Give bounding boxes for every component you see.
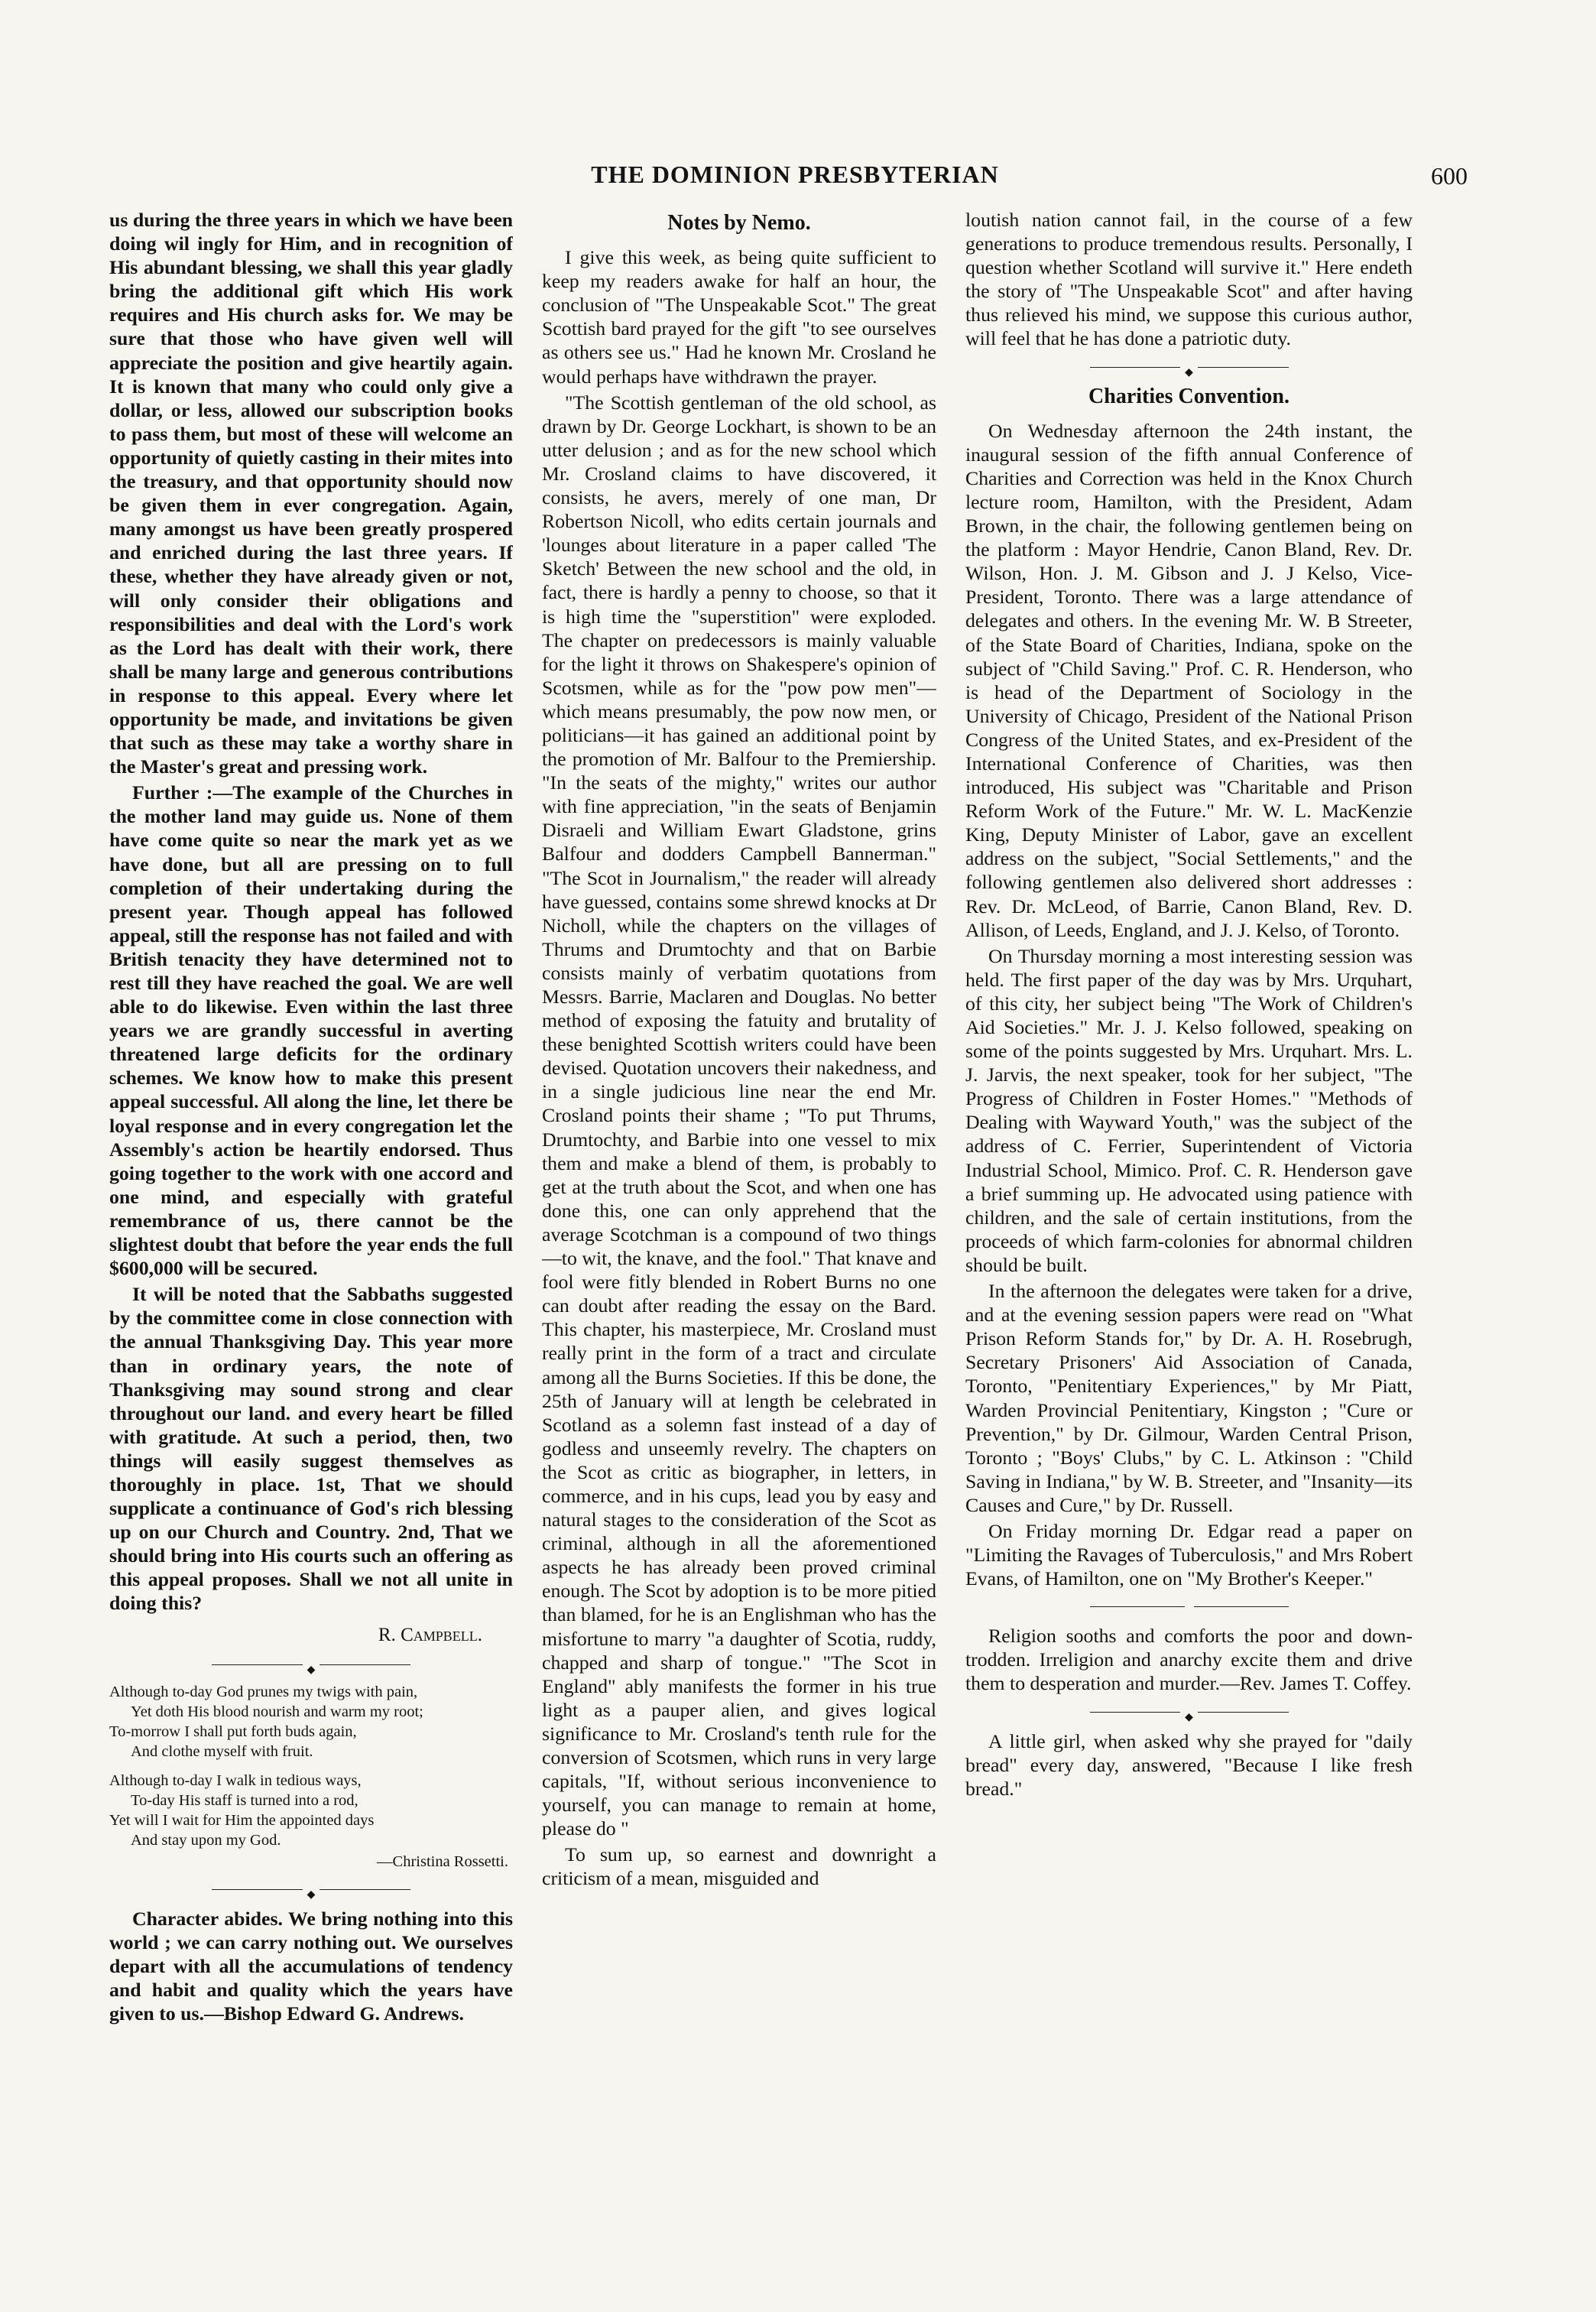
signature: R. Campbell. bbox=[378, 1624, 482, 1645]
poem-line: Yet will I wait for Him the appointed days bbox=[109, 1811, 375, 1829]
poem-line: And clothe myself with fruit. bbox=[131, 1742, 313, 1760]
page-header bbox=[115, 161, 1475, 199]
poem-line: Yet doth His blood nourish and warm my root; bbox=[131, 1703, 423, 1720]
article-heading: Notes by Nemo. bbox=[667, 211, 811, 235]
paragraph: us during the three years in which we have been doing wil ingly for Him, and in recognition of His abundant blessing, we shall this year gladly bring the additional gift which His work requires and His church asks for. We may be sure that those who have given well will appreciate the position and give heartily again. It is known that many who could only give a dollar, or less, allowed our subscription books to pass them, but most of these will welcome an opportunity of quietly casting in their mites into the treasury, and that opportunity should now be given them in ever congregation. Again, many amongst us have been greatly prospered and enriched during the last three years. If these, whether they have already given or not, will only consider their obligations and responsibilities and deal with the Lord's work as the Lord has dealt with their work, there shall be many large and generous contributions in response to this appeal. Every where let opportunity be made, and invitations be given that such as these may take a worthy share in the Master's great and pressing work. bbox=[109, 209, 513, 778]
poem bbox=[109, 1682, 513, 1872]
quote-block bbox=[109, 1907, 513, 2025]
poem-line: Although to-day I walk in tedious ways, bbox=[109, 1771, 362, 1789]
paragraph: On Friday morning Dr. Edgar read a paper on "Limiting the Ravages of Tuberculosis," and Mrs Robert Evans, of Hamilton, one on "My Brother's Keeper." bbox=[965, 1519, 1413, 1590]
paragraph: Further :—The example of the Churches in the mother land may guide us. None of them have come quite so near the mark yet as we have done, but all are pressing on to full completion of their undertaking during the present year. Though appeal has followed appeal, still the response has not failed and with British tenacity they have determined not to rest till they have reached the goal. We are well able to do likewise. Even within the last three years we are grandly successful in averting threatened large deficits for the ordinary schemes. We know how to make this present appeal successful. All along the line, let there be loyal response and in every congregation let the Assembly's action be heartily endorsed. Thus going together to the work with one accord and one mind, and especially with grateful remembrance of us, there cannot be the slightest doubt that before the year ends the full $600,000 will be secured. bbox=[109, 781, 513, 1280]
quote-text: A little girl, when asked why she prayed for "daily bread" every day, answered, "Because I like fresh bread." bbox=[965, 1729, 1413, 1800]
rule-spacer bbox=[1185, 1606, 1194, 1618]
diamond-icon: ◆ bbox=[1180, 1712, 1198, 1723]
column-middle bbox=[542, 208, 936, 2220]
paragraph: "The Scottish gentleman of the old school, as drawn by Dr. George Lockhart, is shown to be an utter delusion ; and as for the new school which Mr. Crosland claims to have discovered, it consists, he avers, merely of one man, Dr Robertson Nicoll, who edits certain journals and 'lounges about literature in a paper called 'The Sketch' Between the new school and the old, in fact, there is hardly a penny to choose, so that it is high time the "superstition" were exploded. The chapter on predecessors is mainly valuable for the light it throws on Shakespere's opinion of Scotsmen, while as for the "pow pow men"—which means presumably, the pow now men, or politicians—it has gained an additional point by the promotion of Mr. Balfour to the Premiership. "In the seats of the mighty," writes our author with fine appreciation, "in the seats of Benjamin Disraeli and William Ewart Gladstone, grins Balfour and dodders Campbell Bannerman." "The Scot in Journalism," the reader will already have guessed, contains some shrewd knocks at Dr Nicholl, while the chapters on the villages of Thrums and Drumtochty and that on Barbie consists mainly of verbatim quotations from Messrs. Barrie, Maclaren and Douglas. No better method of exposing the fatuity and brutality of these benighted Scottish writers could have been devised. Quotation uncovers their nakedness, and in a single judicious line near the end Mr. Crosland points their shame ; "To put Thrums, Drumtochty, and Barbie into one vessel to mix them and make a blend of them, is probably to get at the truth about the Scot, and when one has done this, one can only apprehend that the average Scotchman is a compound of two things—to wit, the knave, and the fool." That knave and fool were fitly blended in Robert Burns no one can doubt after reading the essay on the Bard. This chapter, his masterpiece, Mr. Crosland must really print in the form of a tract and circulate among all the Burns Societies. If this be done, the 25th of January will at length be celebrated in Scotland as a solemn fast instead of a day of godless and unseemly revelry. The chapters on the Scot as critic as biographer, in letters, in commerce, and in his cups, lead you by easy and natural stages to the consideration of the Scot as criminal, although in all the aforementioned aspects he has already been proved criminal enough. The Scot by adoption is to be more pitied than blamed, for he is an Englishman who has the misfortune to marry "a daughter of Scotia, ruddy, chapped and sharp of tongue." "The Scot in England" ably manifests the former in his true light as a pauper alien, and gives logical significance to Mr. Crosland's tenth rule for the conversion of Scotsmen, which runs in very large capitals, "If, without serious inconvenience to yourself, you can manage to remain at home, please do " bbox=[542, 391, 936, 1840]
ornament-divider bbox=[1090, 1703, 1289, 1722]
paragraph: I give this week, as being quite sufficient to keep my readers awake for half an hour, the conclusion of "The Unspeakable Scot." The great Scottish bard prayed for the gift "to see ourselves as others see us." Had he known Mr. Crosland he would perhaps have withdrawn the prayer. bbox=[542, 246, 936, 388]
poem-line: To-morrow I shall put forth buds again, bbox=[109, 1723, 357, 1740]
diamond-icon: ◆ bbox=[303, 1889, 320, 1901]
diamond-icon: ◆ bbox=[303, 1664, 320, 1676]
rule-divider bbox=[1090, 1598, 1289, 1616]
poem-stanza bbox=[109, 1682, 513, 1762]
column-right bbox=[965, 208, 1413, 2220]
poem-line: And stay upon my God. bbox=[131, 1831, 281, 1849]
ornament-divider bbox=[212, 1881, 410, 1899]
paragraph: loutish nation cannot fail, in the course of a few generations to produce tremendous results. Personally, I question whether Scotland will survive it." Here endeth the story of "The Unspeakable Scot" and after having thus relieved his mind, we suppose this curious author, will feel that he has done a patriotic duty. bbox=[965, 209, 1413, 350]
paragraph: It will be noted that the Sabbaths suggested by the committee come in close connection with the annual Thanksgiving Day. This year more than in ordinary years, the note of Thanksgiving may sound strong and clear throughout our land. and every heart be filled with gratitude. At such a period, then, two things will easily suggest themselves as thoroughly in place. 1st, That we should supplicate a continuance of God's rich blessing up on our Church and Country. 2nd, That we should bring into His courts such an offering as this appeal proposes. Shall we not all unite in doing this? bbox=[109, 1283, 513, 1615]
paragraph: On Thursday morning a most interesting session was held. The first paper of the day was by Mrs. Urquhart, of this city, her subject being "The Work of Children's Aid Societies." Mr. J. J. Kelso followed, speaking on some of the points suggested by Mrs. Urquhart. Mrs. L. J. Jarvis, the next speaker, took for her subject, "The Progress of Children in Foster Homes." "Methods of Dealing with Wayward Youth," was the subject of the address of C. Ferrier, Superintendent of Victoria Industrial School, Mimico. Prof. C. R. Henderson gave a brief summing up. He advocated using patience with children, and the sale of certain institutions, from the proceeds of which farm-colonies for abnormal children should be built. bbox=[965, 944, 1413, 1276]
poem-credit: —Christina Rossetti. bbox=[377, 1853, 508, 1870]
ornament-divider bbox=[1090, 359, 1289, 377]
poem-stanza bbox=[109, 1771, 513, 1872]
ornament-divider bbox=[212, 1656, 410, 1674]
poem-line: To-day His staff is turned into a rod, bbox=[131, 1791, 358, 1809]
quote-text: Religion sooths and comforts the poor and down-trodden. Irreligion and anarchy excite them and drive them to desperation and murder.—Rev. James T. Coffey. bbox=[965, 1625, 1413, 1695]
appeal-article bbox=[109, 208, 513, 1615]
diamond-icon: ◆ bbox=[1180, 367, 1198, 378]
quote-text: Character abides. We bring nothing into this world ; we can carry nothing out. We ourselves depart with all the accumulations of tendency and habit and quality which the years have given to us.—Bishop Edward G. Andrews. bbox=[109, 1907, 513, 2025]
paragraph: In the afternoon the delegates were taken for a drive, and at the evening session papers were read on "What Prison Reform Stands for," by Dr. A. H. Rosebrugh, Secretary Prisoners' Aid Association of Canada, Toronto, "Penitentiary Experiences," by Mr Piatt, Warden Provincial Penitentiary, Kingston ; "Cure or Prevention," by Dr. Gilmour, Warden Central Prison, Toronto ; "Boys' Clubs," by C. L. Atkinson : "Child Saving in Indiana," by W. B. Streeter, and "Insanity—its Causes and Cure," by Dr. Russell. bbox=[965, 1280, 1413, 1516]
page-number: 600 bbox=[1431, 162, 1468, 190]
paragraph: To sum up, so earnest and downright a criticism of a mean, misguided and bbox=[542, 1843, 936, 1890]
column-left bbox=[109, 208, 513, 2220]
poem-line: Although to-day God prunes my twigs with pain, bbox=[109, 1683, 418, 1700]
running-title: THE DOMINION PRESBYTERIAN bbox=[591, 161, 999, 188]
article-heading: Charities Convention. bbox=[1088, 384, 1289, 408]
paragraph: On Wednesday afternoon the 24th instant, the inaugural session of the fifth annual Conference of Charities and Correction was held in the Knox Church lecture room, Hamilton, with the President, Adam Brown, in the chair, the following gentlemen being on the platform : Mayor Hendrie, Canon Bland, Rev. Dr. Wilson, Hon. J. M. Gibson and J. J Kelso, Vice-President, Toronto. There was a large attendance of delegates and others. In the evening Mr. W. B Streeter, of the State Board of Charities, Indiana, spoke on the subject of "Child Saving." Prof. C. R. Henderson, who is head of the Department of Sociology in the University of Chicago, President of the National Prison Congress of the United States, and ex-President of the International Conference of Charities, was then introduced, His subject was "Charitable and Prison Reform Work of the Future." Mr. W. L. MacKenzie King, Deputy Minister of Labor, gave an excellent address on the subject, "Social Settlements," and the following gentlemen also delivered short addresses : Rev. Dr. McLeod, of Barrie, Canon Bland, Rev. D. Allison, of Leeds, England, and J. J. Kelso, of Toronto. bbox=[965, 419, 1413, 941]
